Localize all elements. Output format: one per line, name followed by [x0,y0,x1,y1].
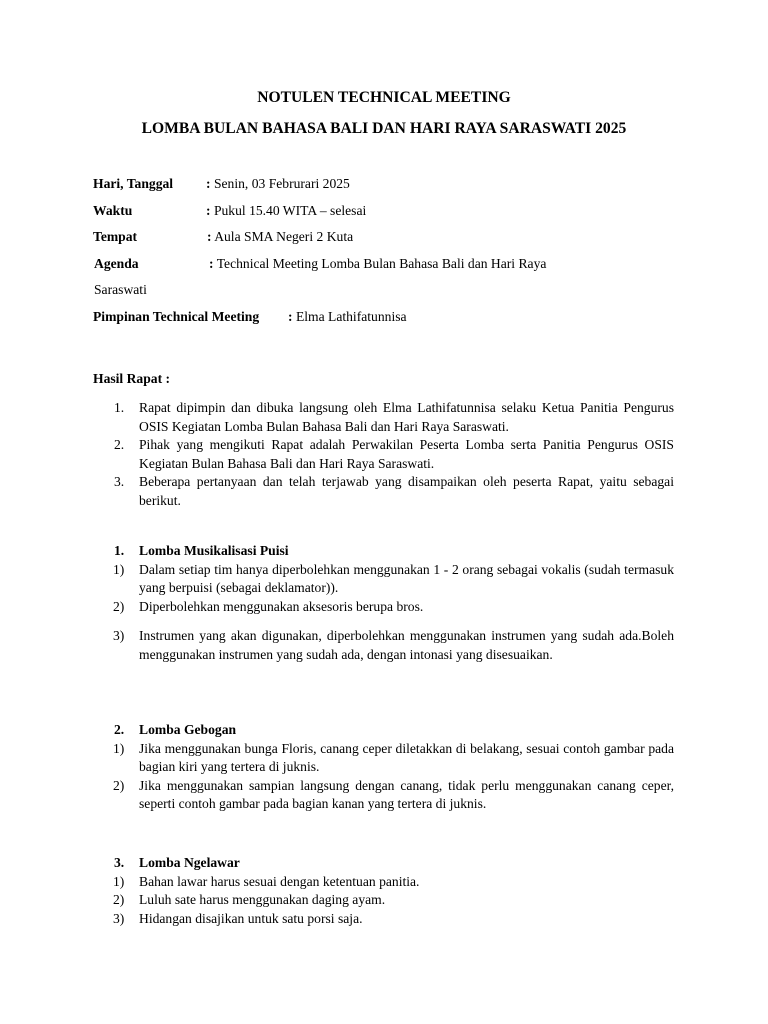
colon: : [206,176,211,191]
list-number: 1) [113,561,125,577]
list-text: Hidangan disajikan untuk satu porsi saja. [139,910,363,926]
colon: : [206,203,211,218]
list-item [92,399,674,436]
list-text: Rapat dipimpin dan dibuka langsung oleh Elma Lathifatunnisa selaku Ketua Panitia Pengurus OSIS Kegiatan Lomba Bulan Bahasa Bali dan Hari Raya Saraswati. [139,400,674,434]
list-text: Beberapa pertanyaan dan telah terjawab yang disampaikan oleh peserta Rapat, yaitu sebagai berikut. [139,474,674,508]
section-title: Lomba Ngelawar [139,855,240,870]
list-text: Luluh sate harus menggunakan daging ayam. [139,892,386,907]
section-heading [92,854,674,873]
list-item [92,598,674,617]
agenda-label: Agenda [94,256,139,271]
list-item [92,873,674,892]
waktu-value: Pukul 15.40 WITA – selesai [213,203,367,218]
colon: : [209,256,214,271]
list-item [92,436,674,473]
list-text: Pihak yang mengikuti Rapat adalah Perwakilan Peserta Lomba serta Panitia Pengurus OSIS Kegiatan Bulan Bahasa Bali dan Hari Raya Saraswati. [139,437,674,471]
list-item [92,561,674,598]
tempat-value: Aula SMA Negeri 2 Kuta [214,229,354,244]
document-subtitle: LOMBA BULAN BAHASA BALI DAN HARI RAYA SARASWATI 2025 [141,120,627,137]
hasil-rapat-list [92,399,674,510]
list-number: 2) [113,598,125,614]
list-number: 1) [113,873,125,889]
agenda-value-row [209,255,546,274]
waktu-label: Waktu [93,203,133,218]
list-text: Diperbolehkan menggunakan aksesoris berupa bros. [139,598,424,614]
list-number: 1. [114,400,125,415]
pimpinan-value-row [288,308,407,327]
list-number: 2) [113,777,125,793]
list-text: Jika menggunakan sampian langsung dengan canang, tidak perlu menggunakan canang ceper, seperti contoh gambar pada bagian kanan yang tertera di juknis. [139,777,674,811]
list-number: 3) [113,910,125,926]
list-item [92,740,674,777]
section-heading [92,542,674,561]
colon: : [288,309,293,324]
list-text: Jika menggunakan bunga Floris, canang ceper diletakkan di belakang, sesuai contoh gambar pada bagian kiri yang tertera di juknis. [139,740,674,774]
agenda-value: Technical Meeting Lomba Bulan Bahasa Bali dan Hari Raya [216,256,547,271]
hari-value: Senin, 03 Februrari 2025 [213,176,350,191]
list-item [92,473,674,510]
document-title: NOTULEN TECHNICAL MEETING [257,89,511,106]
section-title: Lomba Gebogan [139,722,237,737]
list-number: 2) [113,892,125,907]
waktu-value-row [206,202,366,221]
list-item [92,627,674,664]
section-title: Lomba Musikalisasi Puisi [139,543,289,558]
list-number: 2. [114,437,125,452]
hari-label: Hari, Tanggal [93,176,174,191]
pimpinan-label: Pimpinan Technical Meeting [93,309,260,324]
list-number: 3) [113,628,125,643]
list-item [92,910,674,929]
list-text: Instrumen yang akan digunakan, diperbolehkan menggunakan instrumen yang sudah ada.Boleh menggunakan instrumen yang sudah ada, dengan intonasi yang disesuaikan. [139,628,674,662]
tempat-label: Tempat [93,229,138,244]
list-text: Bahan lawar harus sesuai dengan ketentuan panitia. [139,873,420,889]
list-text: Dalam setiap tim hanya diperbolehkan menggunakan 1 - 2 orang sebagai vokalis (sudah termasuk yang berpuisi (sebagai deklamator)). [139,561,674,595]
hasil-rapat-heading: Hasil Rapat : [93,371,171,386]
list-number: 3. [114,474,125,489]
section-number: 1. [114,543,125,558]
list-item [92,777,674,814]
section-heading [92,721,674,740]
section-musikalisasi-puisi [92,542,674,664]
colon: : [207,229,212,244]
pimpinan-value: Elma Lathifatunnisa [295,309,407,324]
tempat-value-row [207,228,353,247]
section-gebogan [92,721,674,814]
section-ngelawar [92,854,674,928]
section-number: 3. [114,855,125,870]
agenda-value-continued: Saraswati [94,282,147,297]
hari-value-row [206,175,350,194]
list-item [92,891,674,910]
list-number: 1) [113,740,125,756]
section-number: 2. [114,722,125,737]
